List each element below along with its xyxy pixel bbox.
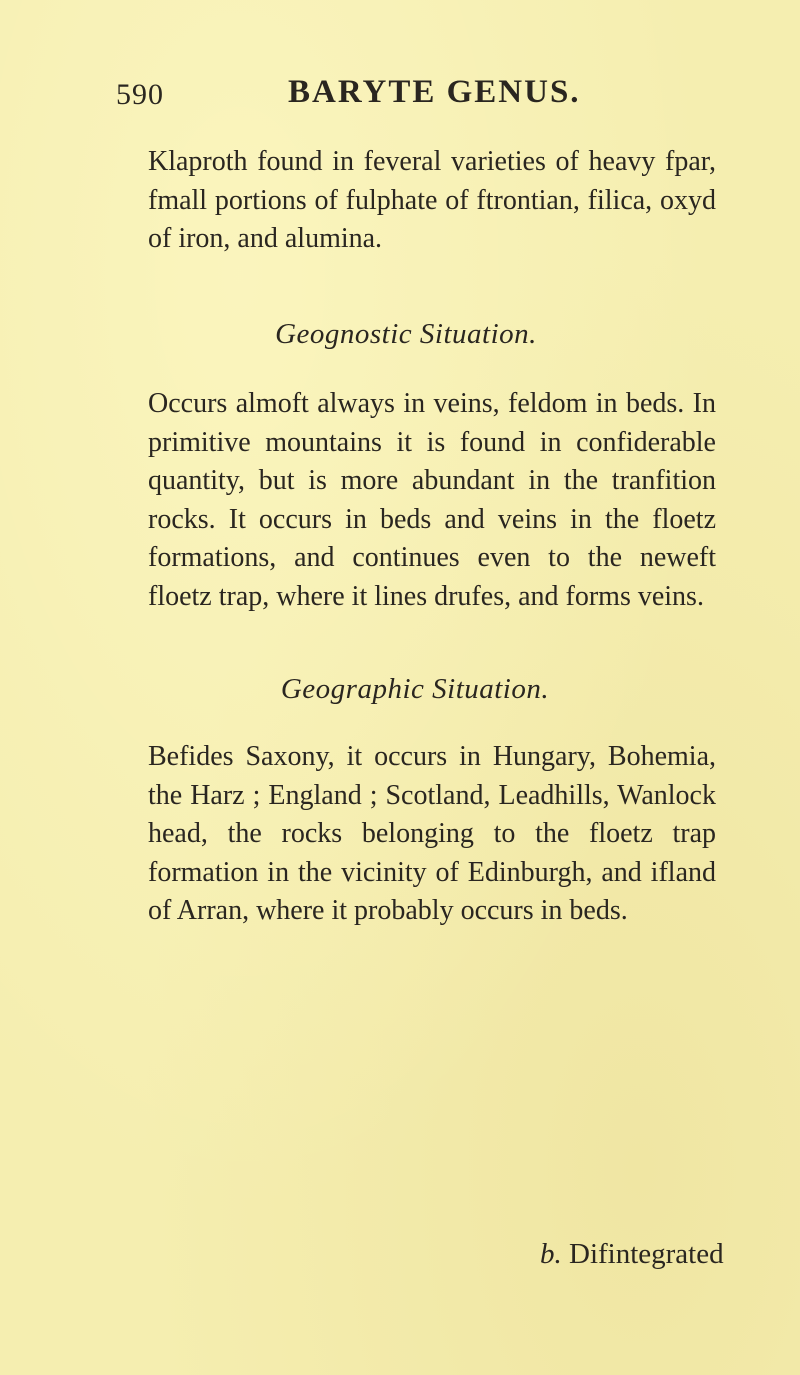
subheading-geographic-situation: Geographic Situation. [280, 673, 550, 705]
paragraph-composition: Klaproth found in feveral varieties of heavy fpar, fmall portions of fulphate of ftrontian, filica, oxyd of iron, and alumina. [148, 146, 716, 254]
running-title: BARYTE GENUS. [288, 74, 581, 110]
catchword-text: Difintegrated [569, 1238, 724, 1270]
page-number: 590 [116, 78, 164, 111]
running-head [116, 70, 716, 120]
paragraph-geognostic: Occurs almoft always in veins, feldom in beds. In primitive mountains it is found in confiderable quantity, but is more abundant in the tranfition rocks. It occurs in beds and veins in the floetz formations, and continues even to the neweft floetz trap, where it lines drufes, and forms veins. [148, 388, 716, 612]
subheading-geognostic-situation: Geognostic Situation. [275, 318, 537, 350]
catchword [540, 1238, 724, 1271]
catchword-marker: b. [540, 1238, 562, 1270]
paragraph-geographic: Befides Saxony, it occurs in Hungary, Bohemia, the Harz ; England ; Scotland, Leadhills, Wanlock head, the rocks belonging to the floetz trap formation in the vicinity of Edinburgh, and ifland of Arran, where it probably occurs in beds. [148, 741, 716, 926]
